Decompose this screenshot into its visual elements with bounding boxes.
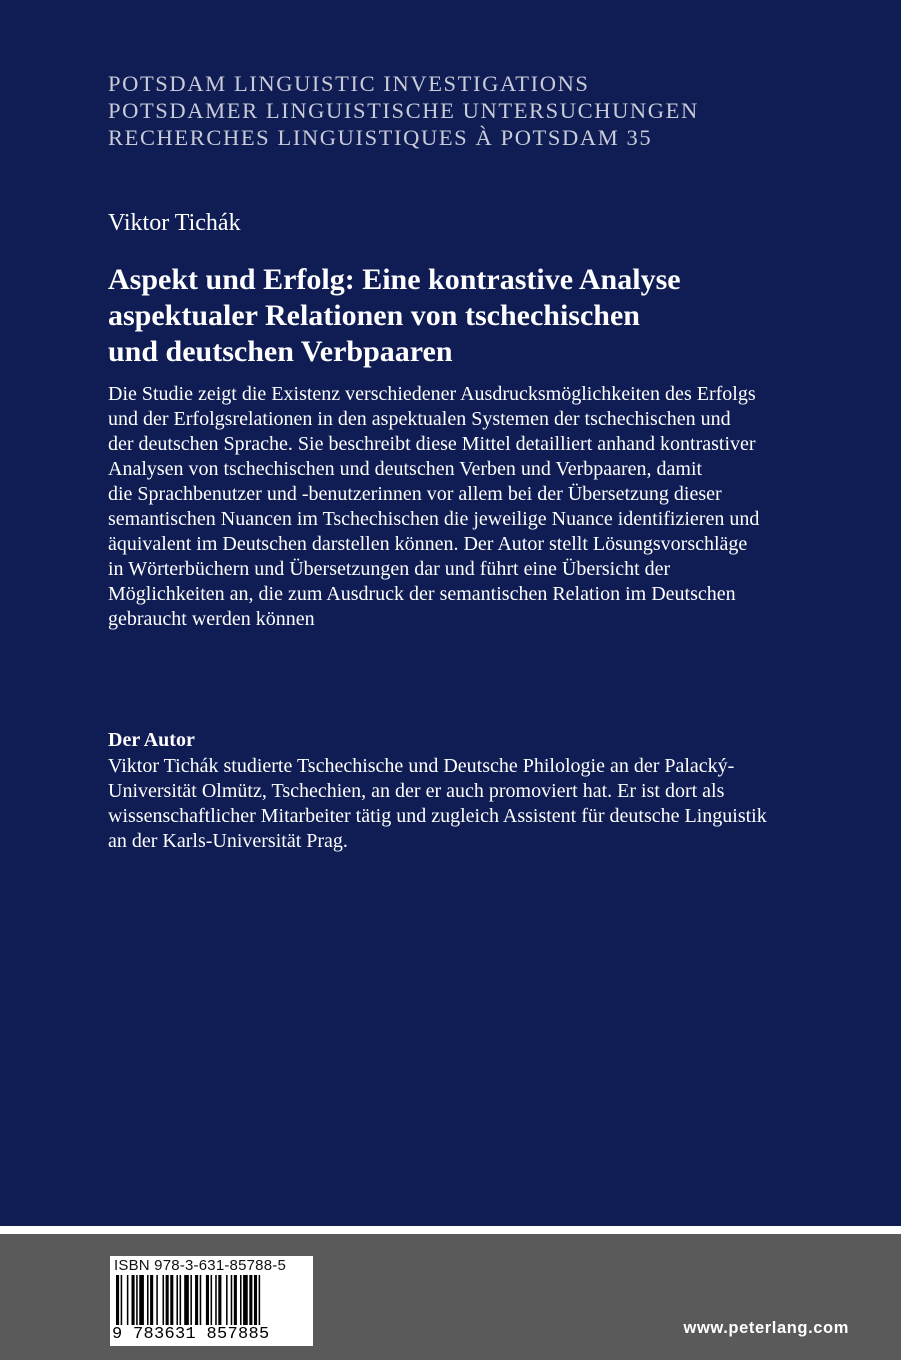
barcode-bar <box>147 1275 149 1325</box>
barcode-bar <box>240 1275 242 1325</box>
bio-line: an der Karls-Universität Prag. <box>108 830 348 852</box>
barcode-bar <box>254 1275 257 1325</box>
book-description <box>108 382 759 632</box>
barcode-bar <box>259 1275 261 1325</box>
description-line: Möglichkeiten an, die zum Ausdruck der semantischen Relation im Deutschen <box>108 583 736 605</box>
isbn-barcode <box>110 1256 313 1346</box>
barcode-bar <box>156 1275 158 1325</box>
book-title <box>108 262 681 370</box>
barcode-bar <box>163 1275 165 1325</box>
barcode-bar <box>184 1275 189 1325</box>
barcode-bar <box>211 1275 213 1325</box>
title-line: und deutschen Verbpaaren <box>108 335 453 368</box>
ean-digits: 9 783631 857885 <box>112 1325 270 1344</box>
isbn-label: ISBN 978-3-631-85788-5 <box>114 1257 287 1274</box>
description-line: die Sprachbenutzer und -benutzerinnen vor allem bei der Übersetzung dieser <box>108 483 722 505</box>
barcode-bar <box>121 1275 123 1325</box>
title-line: Aspekt und Erfolg: Eine kontrastive Analyse <box>108 263 681 296</box>
description-line: in Wörterbüchern und Übersetzungen dar und führt eine Übersicht der <box>108 558 671 580</box>
footer-divider <box>0 1226 901 1234</box>
description-line: Analysen von tschechischen und deutschen Verben und Verbpaaren, damit <box>108 458 703 480</box>
series-line: POTSDAMER LINGUISTISCHE UNTERSUCHUNGEN <box>108 98 699 123</box>
barcode-bar <box>166 1275 169 1325</box>
barcode-bar <box>231 1275 233 1325</box>
barcode-bar <box>139 1275 144 1325</box>
barcode-bar <box>190 1275 192 1325</box>
description-line: und der Erfolgsrelationen in den aspektualen Systemen der tschechischen und <box>108 408 731 430</box>
barcode-bar <box>218 1275 221 1325</box>
author-bio <box>108 754 767 854</box>
description-line: äquivalent im Deutschen darstellen können. Der Autor stellt Lösungsvorschläge <box>108 533 748 555</box>
barcode-bar <box>215 1275 217 1325</box>
barcode-bar <box>243 1275 248 1325</box>
barcode-bar <box>234 1275 237 1325</box>
barcode-bar <box>195 1275 198 1325</box>
series-title-block <box>108 70 699 151</box>
description-line: der deutschen Sprache. Sie beschreibt diese Mittel detailliert anhand kontrastiver <box>108 433 756 455</box>
barcode-bar <box>180 1275 182 1325</box>
barcode-bar <box>150 1275 153 1325</box>
description-line: semantischen Nuancen im Tschechischen die jeweilige Nuance identifizieren und <box>108 508 760 530</box>
barcode-bar <box>176 1275 178 1325</box>
title-line: aspektualer Relationen von tschechischen <box>108 299 640 332</box>
author-bio-heading: Der Autor <box>108 729 195 751</box>
bio-line: wissenschaftlicher Mitarbeiter tätig und zugleich Assistent für deutsche Linguistik <box>108 805 767 827</box>
author-name: Viktor Tichák <box>108 210 241 236</box>
barcode-bar <box>136 1275 138 1325</box>
description-line: gebraucht werden können <box>108 608 315 630</box>
description-line: Die Studie zeigt die Existenz verschiedener Ausdrucksmöglichkeiten des Erfolgs <box>108 383 756 405</box>
series-line: RECHERCHES LINGUISTIQUES À POTSDAM 35 <box>108 125 653 150</box>
barcode-bar <box>127 1275 129 1325</box>
barcode-bar <box>206 1275 209 1325</box>
bio-line: Viktor Tichák studierte Tschechische und Deutsche Philologie an der Palacký- <box>108 755 735 777</box>
publisher-website: www.peterlang.com <box>683 1319 849 1337</box>
barcode-bar <box>132 1275 135 1325</box>
bio-line: Universität Olmütz, Tschechien, an der er auch promoviert hat. Er ist dort als <box>108 780 725 802</box>
barcode-bar <box>116 1275 119 1325</box>
series-line: POTSDAM LINGUISTIC INVESTIGATIONS <box>108 71 590 96</box>
barcode-bar <box>200 1275 202 1325</box>
barcode-bar <box>170 1275 173 1325</box>
barcode-bar <box>249 1275 252 1325</box>
barcode-icon <box>114 1275 309 1325</box>
barcode-bar <box>226 1275 228 1325</box>
